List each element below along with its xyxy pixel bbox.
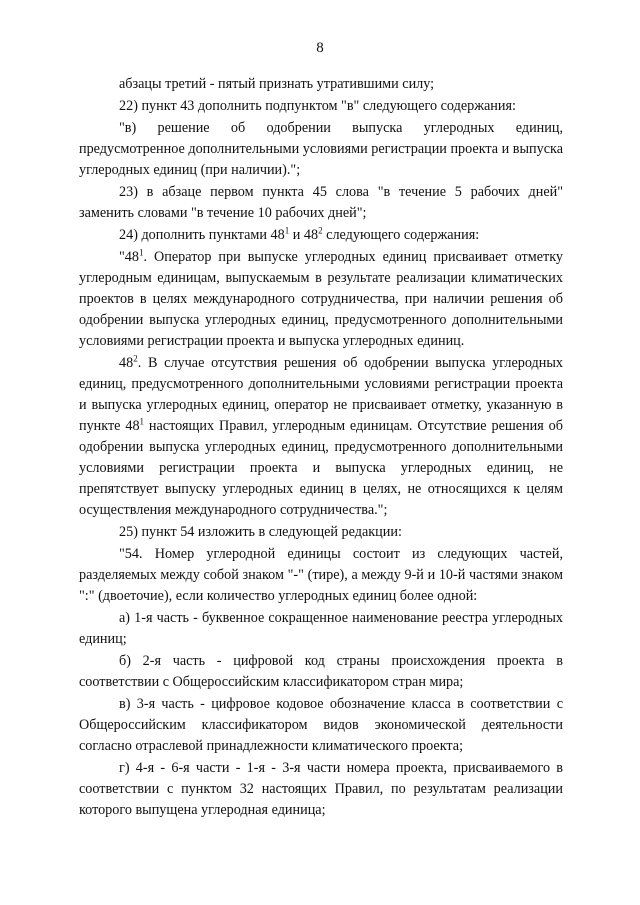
superscript: 2 (133, 353, 138, 364)
paragraph-point-54: "54. Номер углеродной единицы состоит из следующих частей, разделяемых между собой знаком "-" (тире), а между 9-й и 10-й частями знаком ":" (двоеточие), если количество углеродных единиц более одной: (79, 546, 563, 604)
page-number: 8 (316, 40, 324, 56)
paragraph-item-23: 23) в абзаце первом пункта 45 слова "в течение 5 рабочих дней" заменить словами "в течение 10 рабочих дней"; (79, 184, 563, 221)
paragraph-item-24: 24) дополнить пунктами $48^1$ и $48^2$ следующего содержания: (119, 225, 480, 243)
paragraph-point-48-2: $48^2$. В случае отсутствия решения об одобрении выпуска углеродных единиц, предусмотренного дополнительными условиями регистрации проекта и выпуска углеродных единиц, оператор не присваивает отметку, указанную в пункте $48^1$ настоящих Правил, углеродным единицам. Отсутствие решения об одобрении выпуска углеродных единиц, предусмотренного дополнительными условиями регистрации проекта и выпуска углеродных единиц, не препятствует выпуску углеродных единиц в целях, не относящихся к целям осуществления международного сотрудничества."; (79, 353, 563, 518)
paragraph-subitem-v: "в) решение об одобрении выпуска углеродных единиц, предусмотренное дополнительными условиями регистрации проекта и выпуска углеродных единиц (при наличии)."; (79, 120, 563, 178)
paragraph-item-22: 22) пункт 43 дополнить подпунктом "в" следующего содержания: (119, 98, 516, 114)
paragraph-abzacy: абзацы третий - пятый признать утратившими силу; (119, 76, 435, 92)
superscript: 1 (284, 225, 290, 236)
paragraph-point-48-1: "$48^1$. Оператор при выпуске углеродных единиц присваивает отметку углеродным единицам, выпускаемым в результате реализации климатических проектов в целях международного сотрудничества, при наличии решения об одобрении выпуска углеродных единиц, предусмотренного дополнительными условиями регистрации проекта и выпуска углеродных единиц. (79, 247, 563, 349)
superscript: 2 (318, 225, 323, 236)
document-body (79, 74, 563, 821)
paragraph-item-25: 25) пункт 54 изложить в следующей редакции: (119, 524, 402, 540)
superscript: 1 (138, 247, 144, 258)
paragraph-subitem-g: г) 4-я - 6-я части - 1-я - 3-я части номера проекта, присваиваемого в соответствии с пунктом 32 настоящих Правил, по результатам реализации которого выпущена углеродная единица; (79, 760, 563, 818)
paragraph-subitem-a: а) 1-я часть - буквенное сокращенное наименование реестра углеродных единиц; (79, 610, 563, 647)
superscript: 1 (139, 416, 145, 427)
paragraph-subitem-b: б) 2-я часть - цифровой код страны происхождения проекта в соответствии с Общероссийским классификатором стран мира; (79, 653, 563, 690)
paragraph-subitem-v2: в) 3-я часть - цифровое кодовое обозначение класса в соответствии с Общероссийским классификатором видов экономической деятельности согласно отраслевой принадлежности климатического проекта; (79, 696, 563, 754)
